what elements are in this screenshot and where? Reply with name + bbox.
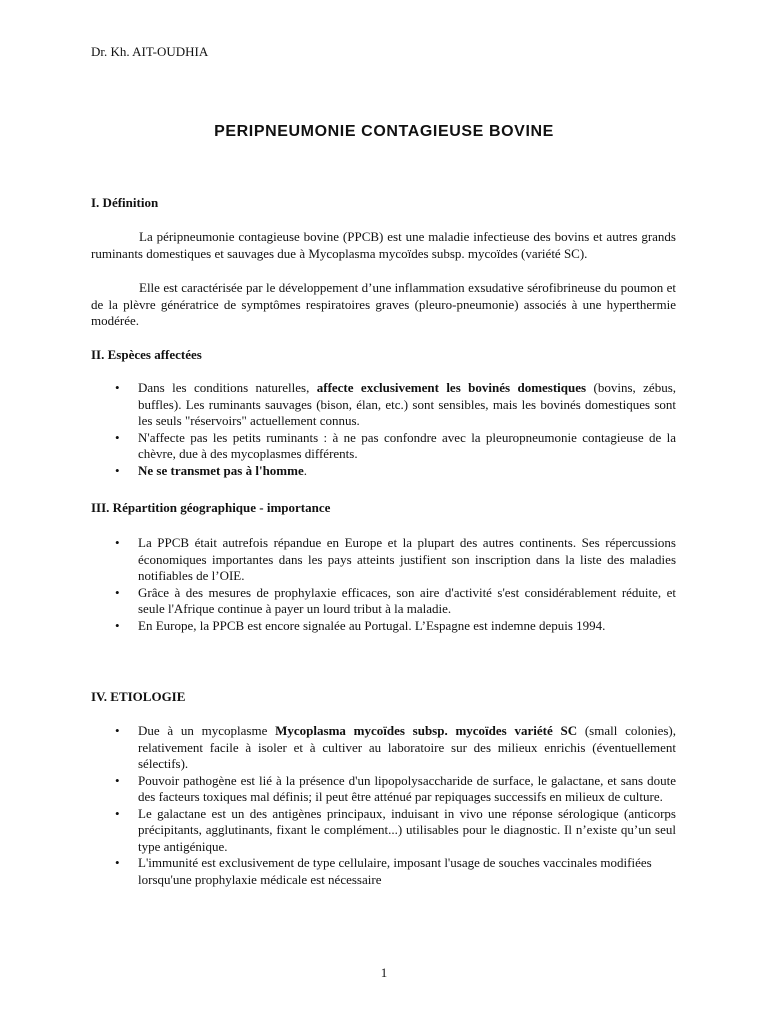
etiologie-bullet-list xyxy=(91,723,676,888)
page-number: 1 xyxy=(380,965,388,980)
list-item: • Pouvoir pathogène est lié à la présence d'un lipopolysaccharide de surface, le galactane, et sans doute des facteurs toxiques mal définis; il peut être atténué par repiquages successifs en milieux de culture. xyxy=(115,772,676,804)
list-item: • Due à un mycoplasme Mycoplasma mycoïdes subsp. mycoïdes variété SC (small colonies), relativement facile à isoler et à cultiver au laboratoire sur des milieux enrichis (éventuellement sélectifs). xyxy=(115,723,676,771)
bullet-icon: • xyxy=(115,805,120,821)
list-item: • Dans les conditions naturelles, affecte exclusivement les bovinés domestiques (bovins, zébus, buffles). Les ruminants sauvages (bison, élan, etc.) sont sensibles, mais les bovinés domestiques sont les seuls "réservoirs" actuellement connus. xyxy=(115,380,676,428)
definition-paragraph-2: Elle est caractérisée par le développement d’une inflammation exsudative sérofibrineuse du poumon et de la plèvre génératrice de symptômes respiratoires graves (pleuro-pneumonie) associés à une hyperthermie modérée. xyxy=(91,280,676,328)
section-heading-especes: II. Espèces affectées xyxy=(91,347,202,362)
list-item: • L'immunité est exclusivement de type cellulaire, imposant l'usage de souches vaccinales modifiées lorsqu'une prophylaxie médicale est nécessaire xyxy=(115,855,652,887)
bullet-icon: • xyxy=(115,723,120,738)
bullet-icon: • xyxy=(115,462,120,478)
author-header: Dr. Kh. AIT-OUDHIA xyxy=(91,44,209,59)
bullet-icon: • xyxy=(115,429,120,445)
bullet-icon: • xyxy=(115,584,120,600)
list-item: • N'affecte pas les petits ruminants : à ne pas confondre avec la pleuropneumonie contagieuse de la chèvre, due à des mycoplasmes différents. xyxy=(115,429,676,461)
bullet-icon: • xyxy=(115,772,120,788)
bold-text: Mycoplasma mycoïdes subsp. mycoïdes variété SC xyxy=(275,723,578,738)
section-heading-definition: I. Définition xyxy=(91,195,159,210)
list-item: • Ne se transmet pas à l'homme. xyxy=(115,462,307,478)
bullet-icon: • xyxy=(115,855,120,870)
especes-bullet-list xyxy=(91,380,676,479)
list-item: • Le galactane est un des antigènes principaux, induisant in vivo une réponse sérologique (anticorps précipitants, agglutinants, fixant le complément...) utilisables pour le diagnostic. Il n’existe qu’un seul type antigénique. xyxy=(115,805,676,854)
bullet-icon: • xyxy=(115,380,120,395)
list-item: • La PPCB était autrefois répandue en Europe et la plupart des autres continents. Ses répercussions économiques importantes dans les pays atteints justifient son inscription dans la liste des maladies notifiables de l’OIE. xyxy=(115,535,676,583)
list-item: • En Europe, la PPCB est encore signalée au Portugal. L’Espagne est indemne depuis 1994. xyxy=(115,617,606,633)
list-item: • Grâce à des mesures de prophylaxie efficaces, son aire d'activité s'est considérablement réduite, et seule l'Afrique continue à payer un lourd tribut à la maladie. xyxy=(115,584,676,616)
section-heading-repartition: III. Répartition géographique - importance xyxy=(91,500,331,515)
bold-text: Ne se transmet pas à l'homme xyxy=(138,462,304,478)
section-heading-etiologie: IV. ETIOLOGIE xyxy=(91,689,186,704)
bold-text: affecte exclusivement les bovinés domestiques xyxy=(316,380,587,395)
repartition-bullet-list xyxy=(91,535,676,634)
bullet-icon: • xyxy=(115,535,120,550)
bullet-icon: • xyxy=(115,617,120,633)
definition-paragraph-1: La péripneumonie contagieuse bovine (PPCB) est une maladie infectieuse des bovins et autres grands ruminants domestiques et sauvages due à Mycoplasma mycoïdes subsp. mycoïdes (variété SC). xyxy=(91,229,676,261)
document-title: PERIPNEUMONIE CONTAGIEUSE BOVINE xyxy=(214,123,554,140)
